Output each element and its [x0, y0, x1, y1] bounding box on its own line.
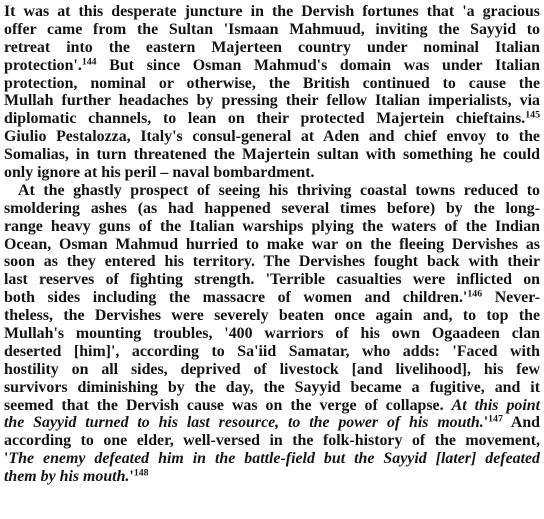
- text-line: [4, 307, 540, 325]
- text-run: ': [4, 450, 9, 468]
- footnote-ref: 147: [488, 414, 503, 426]
- text-line: [4, 325, 540, 343]
- text-run: deserted [him]', according to Sa'iid Samatar, who adds: 'Faced with: [4, 342, 540, 360]
- text-line: [4, 450, 540, 468]
- text-run: Somalias, in turn threatened the Majertein sultan with something he could: [4, 146, 540, 164]
- paragraph: [4, 182, 540, 486]
- text-line: [4, 468, 540, 486]
- text-line: [4, 39, 540, 57]
- text-run: It was at this desperate juncture in the Dervish fortunes that 'a gracious: [4, 3, 540, 20]
- text-run: seemed that the Dervish cause was on the verge of collapse.: [4, 396, 452, 414]
- italic-quote: At this point: [451, 396, 540, 414]
- text-line: [4, 289, 540, 307]
- text-run: survivors diminishing by the day, the Sayyid became a fugitive, and it: [4, 378, 540, 396]
- text-line: [4, 397, 540, 415]
- text-run: Ocean, Osman Mahmud hurried to make war on the fleeing Dervishes as: [4, 235, 540, 253]
- text-run: only ignore at his peril – naval bombardment.: [4, 164, 315, 182]
- text-run: soon as they entered his territory. The Dervishes fought back with their: [4, 253, 540, 271]
- text-line: [4, 75, 540, 93]
- text-line: [4, 361, 540, 379]
- text-run: ': [483, 414, 489, 432]
- text-run: ': [129, 468, 134, 486]
- text-run: protection'.: [4, 56, 82, 74]
- text-run: range heavy guns of the Italian warships plying the waters of the Indian: [4, 217, 540, 235]
- text-line: [4, 271, 540, 289]
- text-line: [4, 343, 540, 361]
- text-line: [4, 253, 540, 271]
- text-run: diplomatic channels, to lean on their protected Majertein chieftains.: [4, 110, 526, 128]
- footnote-ref: 148: [133, 467, 149, 479]
- text-run: Never-: [482, 289, 540, 307]
- text-line: [4, 164, 540, 182]
- italic-quote: them by his mouth.: [4, 468, 130, 486]
- text-run: smoldering ashes (as had happened several times before) by the long-: [4, 199, 540, 217]
- book-page-text: [4, 3, 540, 486]
- text-line: [4, 110, 540, 128]
- text-run: Giulio Pestalozza, Italy's consul-general at Aden and chief envoy to the: [4, 128, 540, 146]
- text-run: At the ghastly prospect of seeing his thriving coastal towns reduced to: [18, 181, 540, 199]
- text-run: But since Osman Mahmud's domain was under Italian: [96, 56, 540, 74]
- text-line: [4, 379, 540, 397]
- text-line: [4, 21, 540, 39]
- text-line: [4, 146, 540, 164]
- text-line: [4, 200, 540, 218]
- text-line: [4, 218, 540, 236]
- text-run: hostility on all sides, deprived of livestock [and livelihood], his few: [4, 360, 540, 378]
- text-run: last reserves of fighting strength. 'Terrible casualties were inflicted on: [4, 271, 540, 289]
- text-run: according to one elder, well-versed in the folk-history of the movement,: [4, 432, 540, 450]
- text-line: [4, 236, 540, 254]
- paragraph: [4, 3, 540, 182]
- text-run: both sides including the massacre of women and children.': [4, 289, 468, 307]
- italic-quote: The enemy defeated him in the battle-field but the Sayyid [later] defeated: [8, 450, 540, 468]
- text-run: offer came from the Sultan 'Ismaan Mahmuud, inviting the Sayyid to: [4, 20, 540, 38]
- footnote-ref: 146: [467, 288, 483, 300]
- italic-quote: the Sayyid turned to his last resource, to the power of his mouth.: [4, 414, 484, 432]
- text-line: [4, 414, 540, 432]
- text-line: [4, 57, 540, 75]
- text-run: Mullah further headaches by pressing their fellow Italian imperialists, via: [4, 92, 540, 110]
- text-run: protection, nominal or otherwise, the British continued to cause the: [4, 74, 540, 92]
- text-line: [4, 182, 540, 200]
- text-line: [4, 128, 540, 146]
- footnote-ref: 145: [525, 109, 540, 121]
- text-run: Mullah's mounting troubles, '400 warriors of his own Ogaadeen clan: [4, 325, 540, 343]
- text-run: theless, the Dervishes were severely beaten once again and, to top the: [4, 307, 540, 325]
- footnote-ref: 144: [81, 56, 97, 68]
- text-run: retreat into the eastern Majerteen country under nominal Italian: [4, 38, 540, 56]
- text-line: [4, 3, 540, 21]
- text-run: And: [502, 414, 540, 432]
- text-line: [4, 432, 540, 450]
- text-line: [4, 92, 540, 110]
